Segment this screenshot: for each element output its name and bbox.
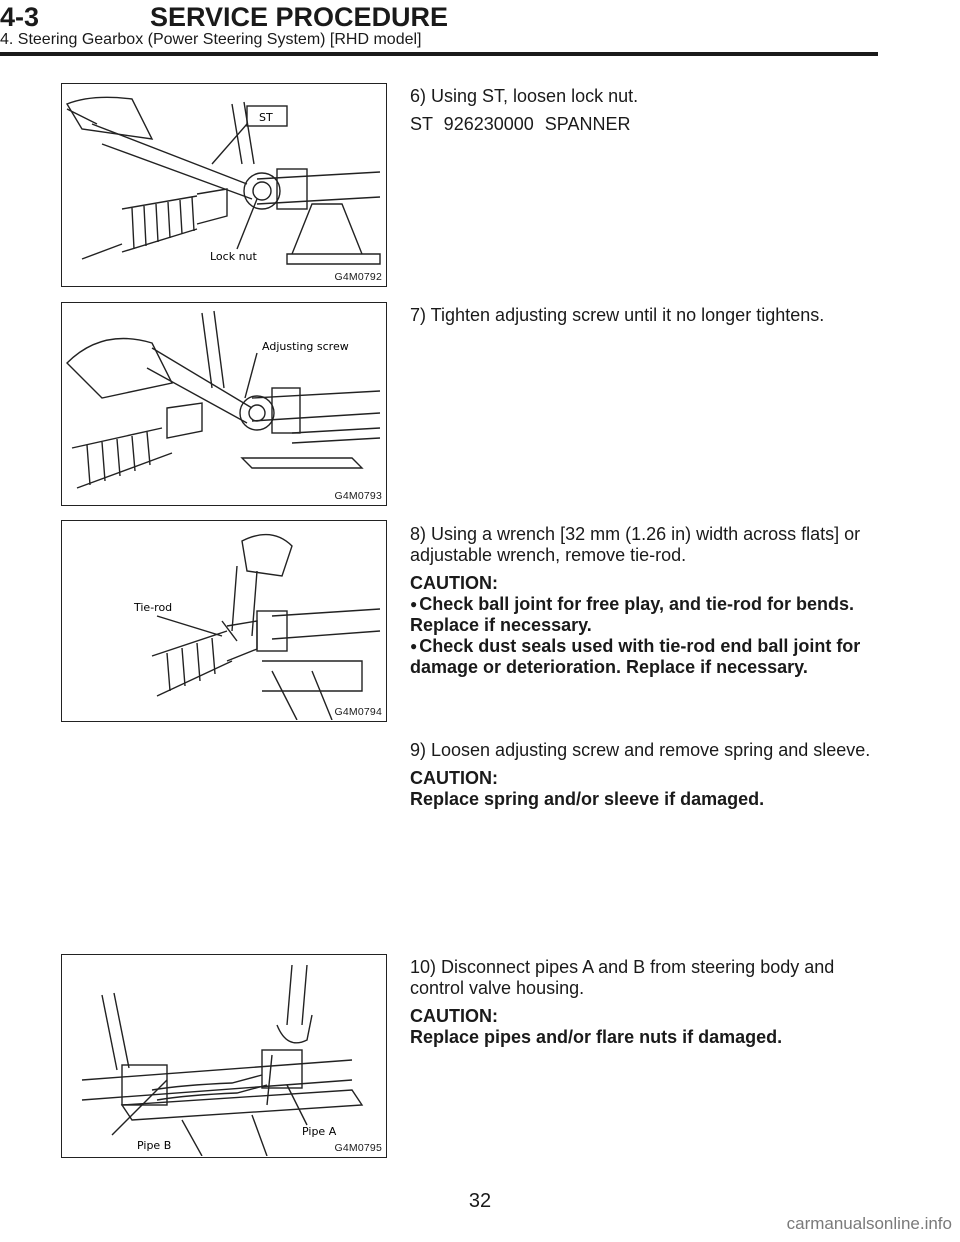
callout-adjusting-screw: Adjusting screw [262,340,349,353]
page-number: 32 [468,1190,492,1212]
callout-lock-nut: Lock nut [210,250,257,263]
figure-pipes [61,954,387,1158]
section-number: 4-3 [0,2,40,32]
page-subtitle: 4. Steering Gearbox (Power Steering System) [RHD model] [0,31,422,48]
step-10-text: 10) Disconnect pipes A and B from steering body and control valve housing. [410,957,835,998]
step-8-caution-heading: CAUTION: [410,573,498,593]
adjusting-screw-illustration [62,303,385,504]
callout-pipe-b: Pipe B [137,1139,172,1152]
figure-caption: G4M0794 [334,706,382,718]
figure-adjusting-screw [61,302,387,506]
callout-pipe-a: Pipe A [302,1125,337,1138]
header-rule [0,52,878,56]
step-8-text: 8) Using a wrench [32 mm (1.26 in) width across flats] or adjustable wrench, remove tie-rod. [410,524,861,565]
step-7-text: 7) Tighten adjusting screw until it no longer tightens. [410,305,825,325]
bullet-icon: ● [410,639,418,653]
step-8-caution-item-1: ● Check ball joint for free play, and tie-rod for bends. Replace if necessary. [410,594,854,635]
watermark: carmanualsonline.info [786,1214,952,1233]
figure-caption: G4M0793 [334,490,382,502]
step-8 [410,524,880,678]
callout-st: ST [259,111,273,124]
step-6-tool: ST 926230000 SPANNER [410,114,631,134]
figure-lock-nut [61,83,387,287]
lock-nut-illustration [62,84,385,285]
tie-rod-illustration [62,521,385,720]
step-8-caution-item-2: ● Check dust seals used with tie-rod end ball joint for damage or deterioration. Replace if necessary. [410,636,861,677]
step-10-caution-heading: CAUTION: [410,1006,498,1026]
step-9 [410,740,880,810]
step-6 [410,86,880,142]
figure-caption: G4M0795 [334,1142,382,1154]
step-7 [410,305,880,333]
figure-caption: G4M0792 [334,271,382,283]
step-9-text: 9) Loosen adjusting screw and remove spring and sleeve. [410,740,871,760]
step-9-caution-text: Replace spring and/or sleeve if damaged. [410,789,765,809]
figure-tie-rod [61,520,387,722]
page-title: SERVICE PROCEDURE [150,2,449,32]
step-10-caution-text: Replace pipes and/or flare nuts if damaged. [410,1027,783,1047]
bullet-icon: ● [410,597,418,611]
step-9-caution-heading: CAUTION: [410,768,498,788]
step-6-text: 6) Using ST, loosen lock nut. [410,86,639,106]
step-10 [410,957,880,1048]
callout-tie-rod: Tie-rod [134,601,173,614]
pipes-illustration [62,955,385,1156]
page-header [0,0,960,60]
